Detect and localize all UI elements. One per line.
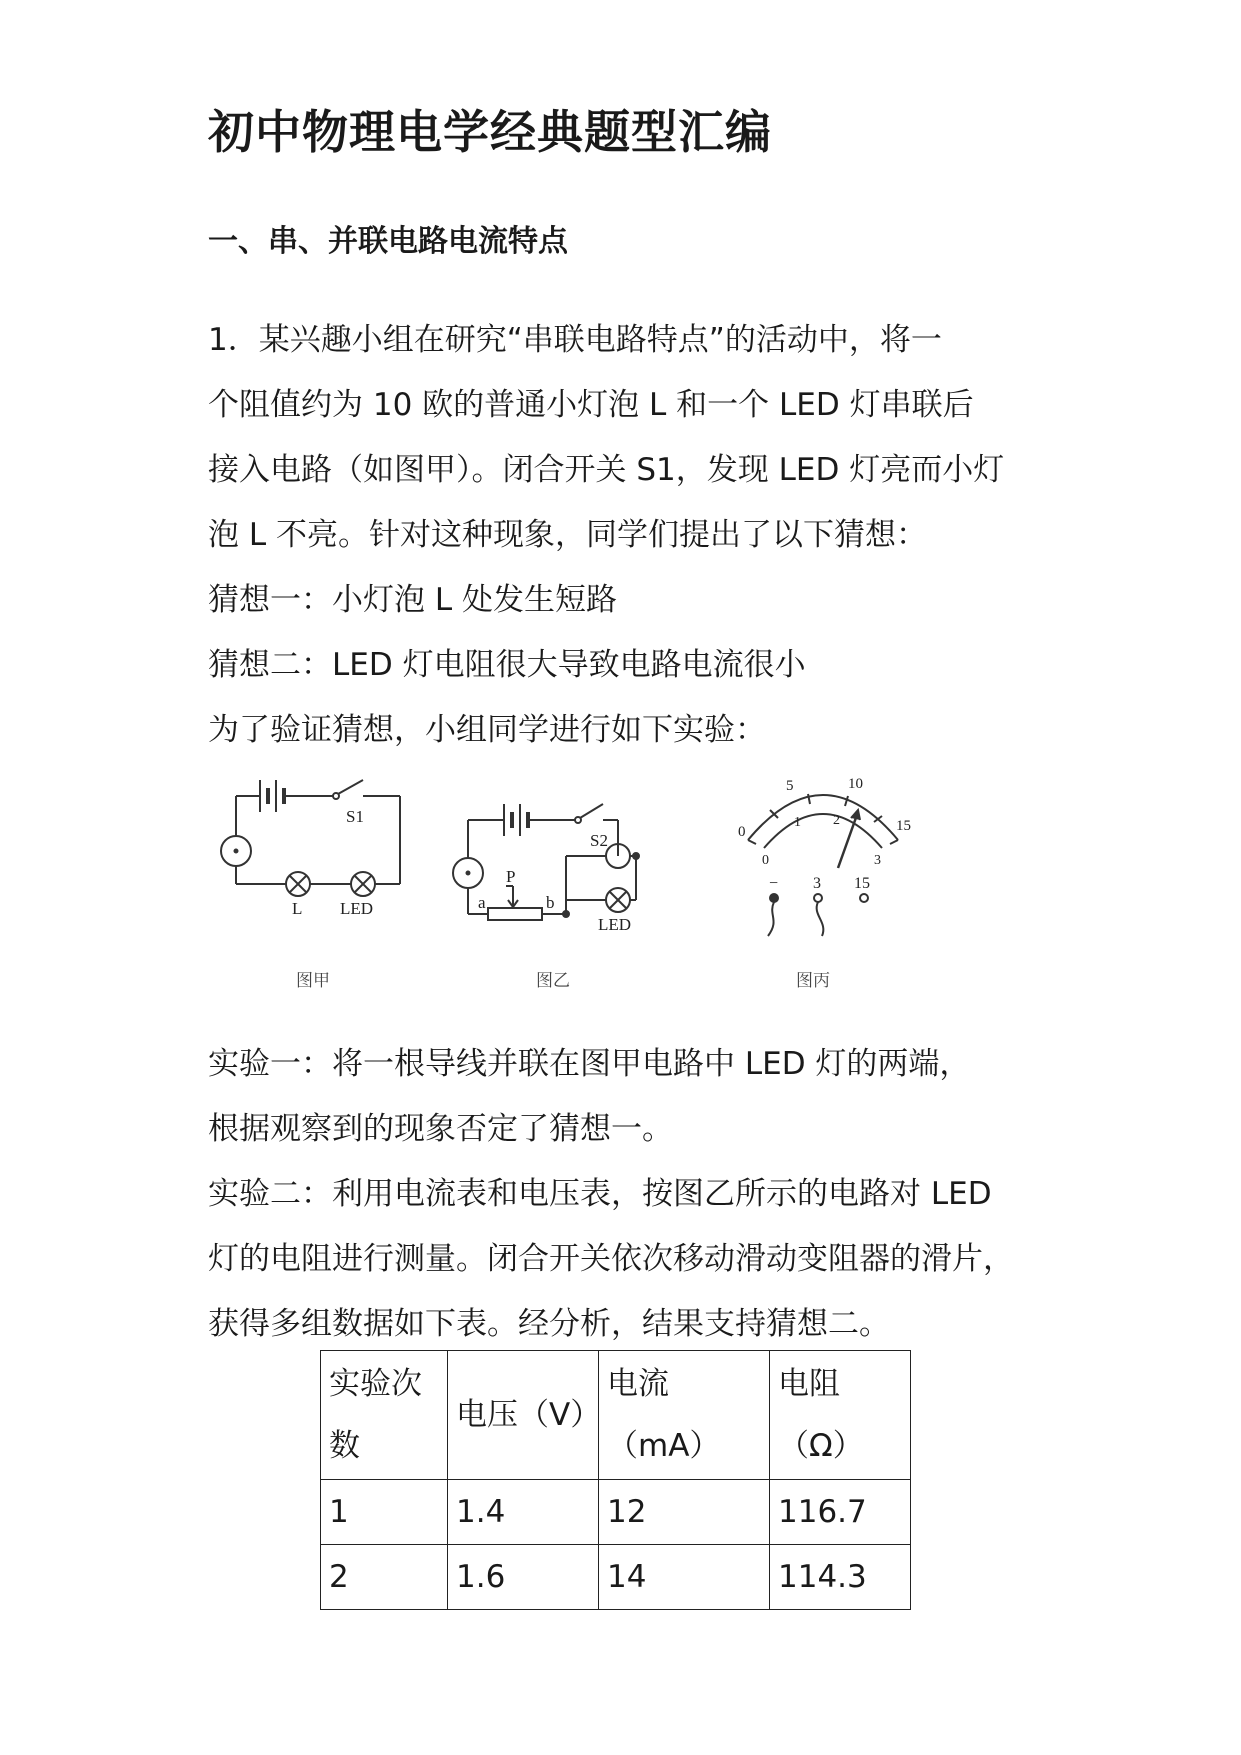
caption-yi: 图乙 [536, 971, 570, 990]
experiment-line: 根据观察到的现象否定了猜想一。 [208, 1111, 673, 1147]
dial-tick-bottom: 3 [874, 853, 881, 868]
problem-line: 接入电路（如图甲）。闭合开关 S1，发现 LED 灯亮而小灯 [208, 452, 1005, 488]
table-cell: 114.3 [770, 1545, 911, 1610]
dial-tick-bottom: 2 [833, 813, 840, 828]
terminal-label: 15 [854, 875, 870, 892]
switch-label-s1: S1 [346, 807, 364, 826]
hypothesis-2: 猜想二：LED 灯电阻很大导致电路电流很小 [208, 647, 806, 683]
table-row [321, 1545, 911, 1610]
section-heading: 一、串、并联电路电流特点 [208, 224, 568, 259]
problem-line: 为了验证猜想，小组同学进行如下实验： [208, 712, 766, 748]
led-label: LED [598, 915, 632, 934]
circuit-figures [208, 776, 968, 1010]
hypothesis-1: 猜想一：小灯泡 L 处发生短路 [208, 582, 617, 618]
table-header-row [321, 1351, 911, 1480]
caption-jia: 图甲 [296, 971, 330, 990]
dial-tick-bottom: 1 [794, 815, 801, 830]
table-row [321, 1480, 911, 1545]
lamp-label: L [292, 899, 303, 918]
problem-line: 1．某兴趣小组在研究“串联电路特点”的活动中，将一 [208, 322, 942, 358]
dial-tick-top: 5 [786, 778, 794, 794]
circuit-diagram-jia [221, 780, 400, 990]
experiment-text [208, 1032, 1014, 1357]
end-label-a: a [478, 893, 486, 912]
switch-label-s2: S2 [590, 831, 608, 850]
problem-line: 泡 L 不亮。针对这种现象，同学们提出了以下猜想： [208, 517, 927, 553]
table-header-cell: 电流（mA） [599, 1351, 770, 1480]
caption-bing: 图丙 [796, 971, 830, 990]
terminal-label: 3 [813, 875, 821, 892]
problem-text [208, 308, 1004, 763]
table-cell: 116.7 [770, 1480, 911, 1545]
experiment-line: 灯的电阻进行测量。闭合开关依次移动滑动变阻器的滑片， [208, 1241, 1014, 1277]
slider-label-p: P [506, 867, 516, 886]
dial-tick-top: 15 [896, 818, 911, 834]
table-cell: 1 [321, 1480, 448, 1545]
table-cell: 12 [599, 1480, 770, 1545]
table-cell: 1.4 [448, 1480, 599, 1545]
table-header-cell: 实验次数 [321, 1351, 448, 1480]
dial-tick-bottom: 0 [762, 853, 769, 868]
voltmeter-dial [738, 776, 911, 990]
document-title: 初中物理电学经典题型汇编 [208, 105, 772, 159]
circuit-diagram-yi [453, 804, 639, 990]
table-header-cell: 电压（V） [448, 1351, 599, 1480]
table-cell: 2 [321, 1545, 448, 1610]
led-label: LED [340, 899, 374, 918]
dial-tick-top: 10 [848, 776, 863, 792]
experiment-line: 获得多组数据如下表。经分析，结果支持猜想二。 [208, 1306, 890, 1342]
problem-line: 个阻值约为 10 欧的普通小灯泡 L 和一个 LED 灯串联后 [208, 387, 974, 423]
experiment-line: 实验一：将一根导线并联在图甲电路中 LED 灯的两端， [208, 1046, 971, 1082]
dial-tick-top: 0 [738, 824, 746, 840]
table-cell: 1.6 [448, 1545, 599, 1610]
experiment-line: 实验二：利用电流表和电压表，按图乙所示的电路对 LED [208, 1176, 992, 1212]
terminal-label: − [769, 875, 779, 892]
data-table [320, 1350, 911, 1610]
end-label-b: b [546, 893, 555, 912]
table-cell: 14 [599, 1545, 770, 1610]
table-header-cell: 电阻（Ω） [770, 1351, 911, 1480]
